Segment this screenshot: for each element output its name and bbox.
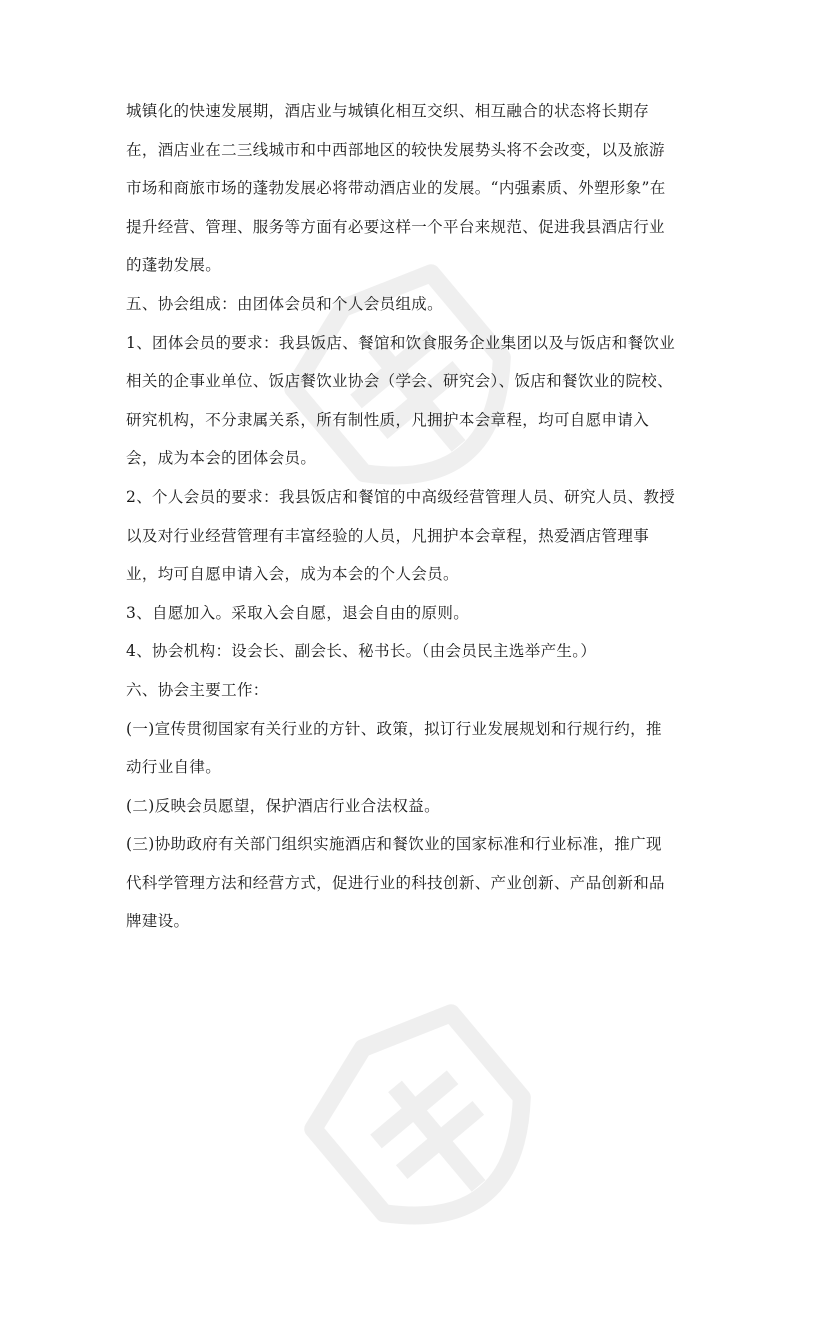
section-heading: 六、协会主要工作： — [126, 680, 269, 699]
text-line: 研究机构，不分隶属关系，所有制性质，凡拥护本会章程，均可自愿申请入 — [126, 410, 650, 429]
text-line: 提升经营、管理、服务等方面有必要这样一个平台来规范、促进我县酒店行业 — [126, 217, 665, 236]
text-line: 动行业自律。 — [126, 758, 222, 777]
text-line: (三)协助政府有关部门组织实施酒店和餐饮业的国家标准和行业标准，推广现 — [126, 835, 662, 854]
watermark-logo-icon — [265, 963, 616, 1316]
text-line: 牌建设。 — [126, 912, 190, 931]
text-line: 市场和商旅市场的蓬勃发展必将带动酒店业的发展。“内强素质、外塑形象”在 — [126, 179, 666, 198]
section-heading: 五、协会组成：由团体会员和个人会员组成。 — [126, 294, 444, 313]
body-text — [126, 92, 716, 941]
text-line: 相关的企事业单位、饭店餐饮业协会（学会、研究会）、饭店和餐饮业的院校、 — [126, 372, 674, 391]
text-line: 1、团体会员的要求：我县饭店、餐馆和饮食服务企业集团以及与饭店和餐饮业 — [126, 333, 676, 352]
text-line: 4、协会机构：设会长、副会长、秘书长。（由会员民主选举产生。） — [126, 642, 597, 661]
text-line: 业，均可自愿申请入会，成为本会的个人会员。 — [126, 565, 459, 584]
text-line: 3、自愿加入。采取入会自愿，退会自由的原则。 — [126, 603, 470, 622]
text-line: (二)反映会员愿望，保护酒店行业合法权益。 — [126, 796, 440, 815]
text-line: 以及对行业经营管理有丰富经验的人员，凡拥护本会章程，热爱酒店管理事 — [126, 526, 650, 545]
text-line: 城镇化的快速发展期，酒店业与城镇化相互交织、相互融合的状态将长期存 — [126, 102, 650, 120]
text-line: (一)宣传贯彻国家有关行业的方针、政策，拟订行业发展规划和行规行约，推 — [126, 719, 662, 738]
text-line: 在，酒店业在二三线城市和中西部地区的较快发展势头将不会改变，以及旅游 — [126, 140, 665, 159]
text-line: 代科学管理方法和经营方式，促进行业的科技创新、产业创新、产品创新和品 — [126, 873, 665, 892]
text-line: 的蓬勃发展。 — [126, 256, 222, 275]
text-line: 2、个人会员的要求：我县饭店和餐馆的中高级经营管理人员、研究人员、教授 — [126, 487, 676, 506]
text-line: 会，成为本会的团体会员。 — [126, 449, 317, 468]
